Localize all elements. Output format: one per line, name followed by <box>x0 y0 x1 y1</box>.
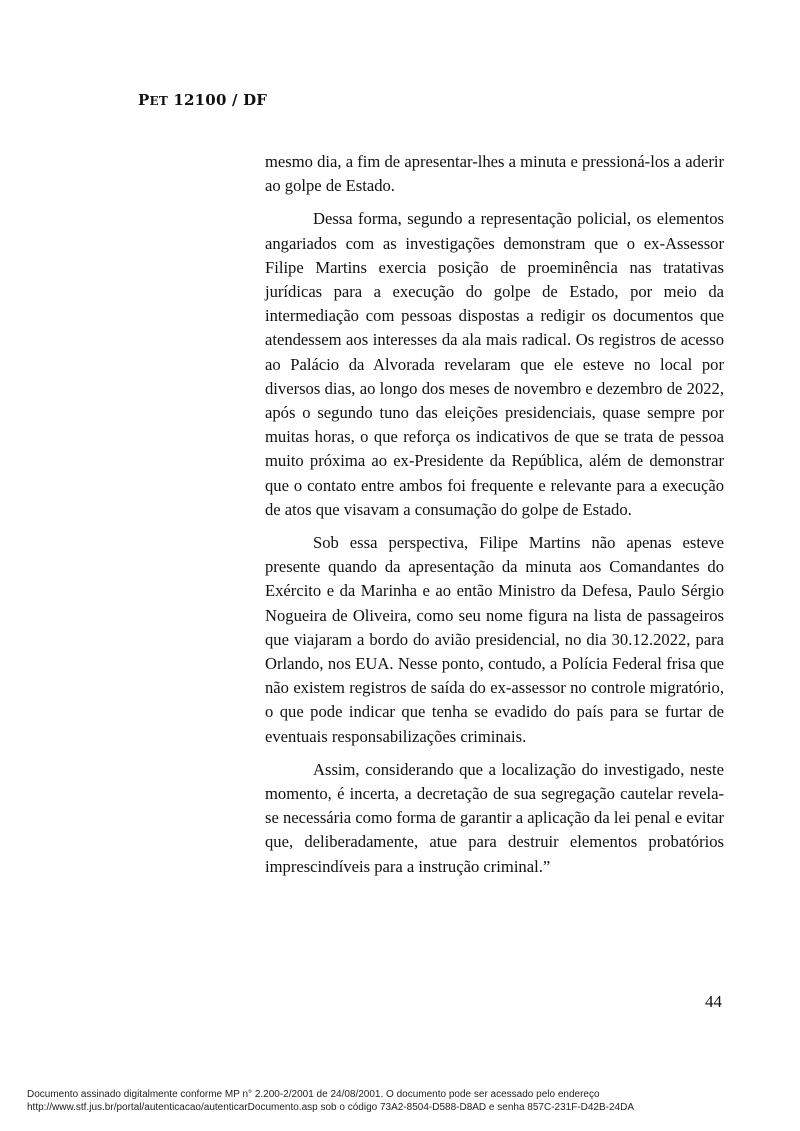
paragraph-continuation: mesmo dia, a fim de apresentar-lhes a minuta e pressioná-los a aderir ao golpe de Estado. <box>265 152 724 196</box>
document-body <box>265 150 724 888</box>
signature-footer <box>27 1088 634 1114</box>
paragraph: Dessa forma, segundo a representação policial, os elementos angariados com as investigações demonstram que o ex-Assessor Filipe Martins exercia posição de proeminência nas tratativas jurídicas para a execução do golpe de Estado, por meio da intermediação com pessoas dispostas a redigir os documentos que atendessem aos interesses da ala mais radical. Os registros de acesso ao Palácio da Alvorada revelaram que ele esteve no local por diversos dias, ao longo dos meses de novembro e dezembro de 2022, após o segundo tuno das eleições presidenciais, quase sempre por muitas horas, o que reforça os indicativos de que se trata de pessoa muito próxima ao ex-Presidente da República, além de demonstrar que o contato entre ambos foi frequente e relevante para a execução de atos que visavam a consumação do golpe de Estado. <box>265 209 724 519</box>
page-number: 44 <box>705 992 722 1011</box>
header-rest: ET <box>149 94 168 108</box>
paragraph: Assim, considerando que a localização do investigado, neste momento, é incerta, a decretação de sua segregação cautelar revela-se necessária como forma de garantir a aplicação da lei penal e evitar que, deliberadamente, atue para destruir elementos probatórios imprescindíveis para a instrução criminal.” <box>265 759 724 876</box>
footer-line-1: Documento assinado digitalmente conforme MP n° 2.200-2/2001 de 24/08/2001. O documento pode ser acessado pelo endereço <box>27 1089 600 1100</box>
header-initial: P <box>138 91 150 109</box>
paragraph: Sob essa perspectiva, Filipe Martins não apenas esteve presente quando da apresentação da minuta aos Comandantes do Exército e da Marinha e ao então Ministro da Defesa, Paulo Sérgio Nogueira de Oliveira, como seu nome figura na lista de passageiros que viajaram a bordo do avião presidencial, no dia 30.12.2022, para Orlando, nos EUA. Nesse ponto, contudo, a Polícia Federal frisa que não existem registros de saída do ex-assessor no controle migratório, o que pode indicar que tenha se evadido do país para se furtar de eventuais responsabilizações criminais. <box>265 533 724 746</box>
footer-line-2: http://www.stf.jus.br/portal/autenticacao/autenticarDocumento.asp sob o código 73A2-8504-D588-D8AD e senha 857C-231F-D42B-24DA <box>27 1102 635 1113</box>
page-header <box>138 91 267 109</box>
header-case-number: 12100 / DF <box>167 91 268 109</box>
